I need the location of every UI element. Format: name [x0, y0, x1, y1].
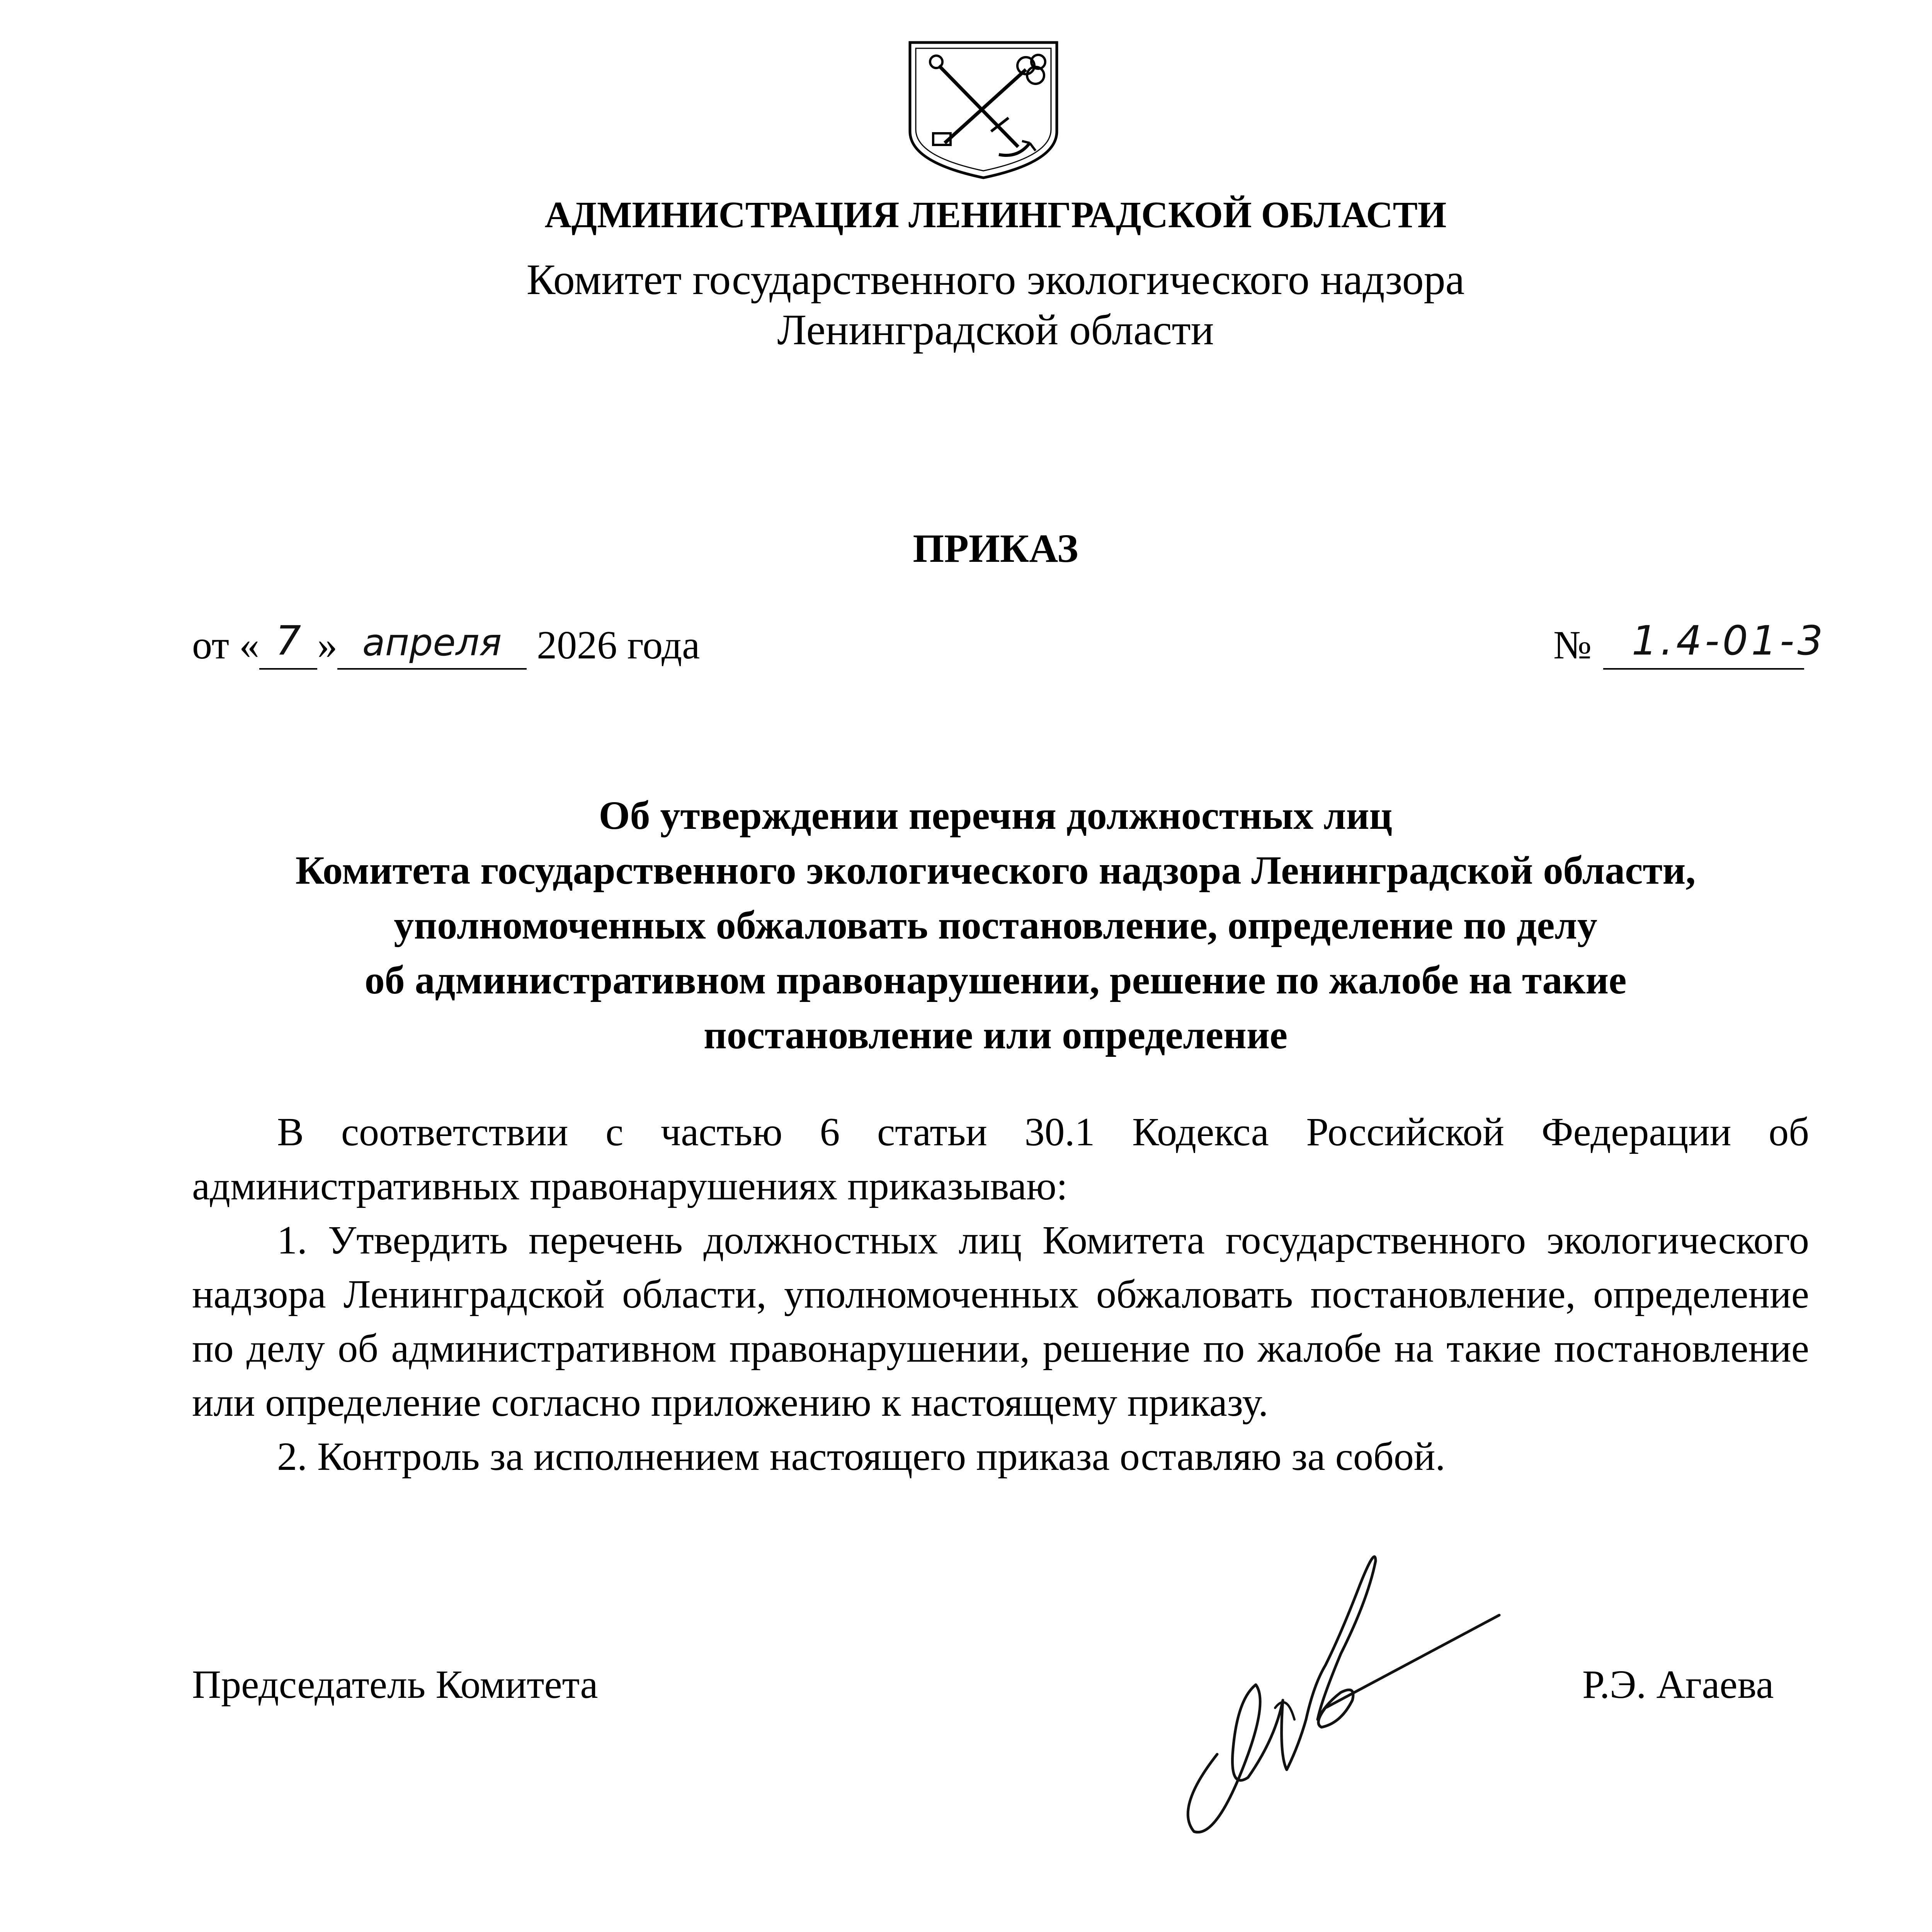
date-month-blank: [337, 622, 527, 670]
date-day-handwritten: 7: [275, 617, 301, 664]
body-preamble: В соответствии с частью 6 статьи 30.1 Кодекса Российской Федерации об административных правонарушениях приказываю:: [192, 1110, 1809, 1208]
order-number: [1553, 617, 1826, 670]
subject-line: Об утверждении перечня должностных лиц: [599, 793, 1393, 838]
subject-line: об административном правонарушении, решение по жалобе на такие: [364, 958, 1627, 1002]
committee-name-line1: Комитет государственного экологического надзора: [526, 256, 1465, 304]
body-item-1: 1. Утвердить перечень должностных лиц Комитета государственного экологического надзора Ленинградской области, уполномоченных обжаловать постановление, определение по делу об административном правонарушении, решение по жалобе на такие постановление или определение согласно приложению к настоящему приказу.: [192, 1218, 1809, 1425]
number-sign: №: [1553, 623, 1592, 667]
date-day-blank: [259, 617, 317, 670]
date-mid: »: [317, 623, 338, 667]
committee-name-line2: Ленинградской области: [777, 306, 1214, 354]
date-year: 2026 года: [537, 623, 700, 667]
subject-line: уполномоченных обжаловать постановление, определение по делу: [394, 903, 1597, 947]
order-subject: [0, 788, 1932, 1063]
order-date: [192, 617, 700, 670]
document-type-title: ПРИКАЗ: [913, 526, 1078, 571]
number-blank: [1603, 617, 1826, 670]
order-body: [192, 1105, 1809, 1484]
signer-name: Р.Э. Агаева: [1582, 1662, 1774, 1707]
date-prefix: от «: [192, 623, 260, 667]
coat-of-arms-emblem: [902, 35, 1065, 182]
signer-position: Председатель Комитета: [192, 1662, 598, 1707]
handwritten-signature: [1159, 1538, 1507, 1855]
subject-line: Комитета государственного экологического надзора Ленинградской области,: [295, 848, 1696, 893]
body-item-2: 2. Контроль за исполнением настоящего приказа оставляю за собой.: [277, 1434, 1446, 1479]
subject-line: постановление или определение: [703, 1013, 1288, 1057]
administration-title: АДМИНИСТРАЦИЯ ЛЕНИНГРАДСКОЙ ОБЛАСТИ: [544, 194, 1447, 235]
number-handwritten: 1.4-01-3: [1631, 617, 1826, 664]
date-month-handwritten: апреля: [362, 621, 502, 664]
